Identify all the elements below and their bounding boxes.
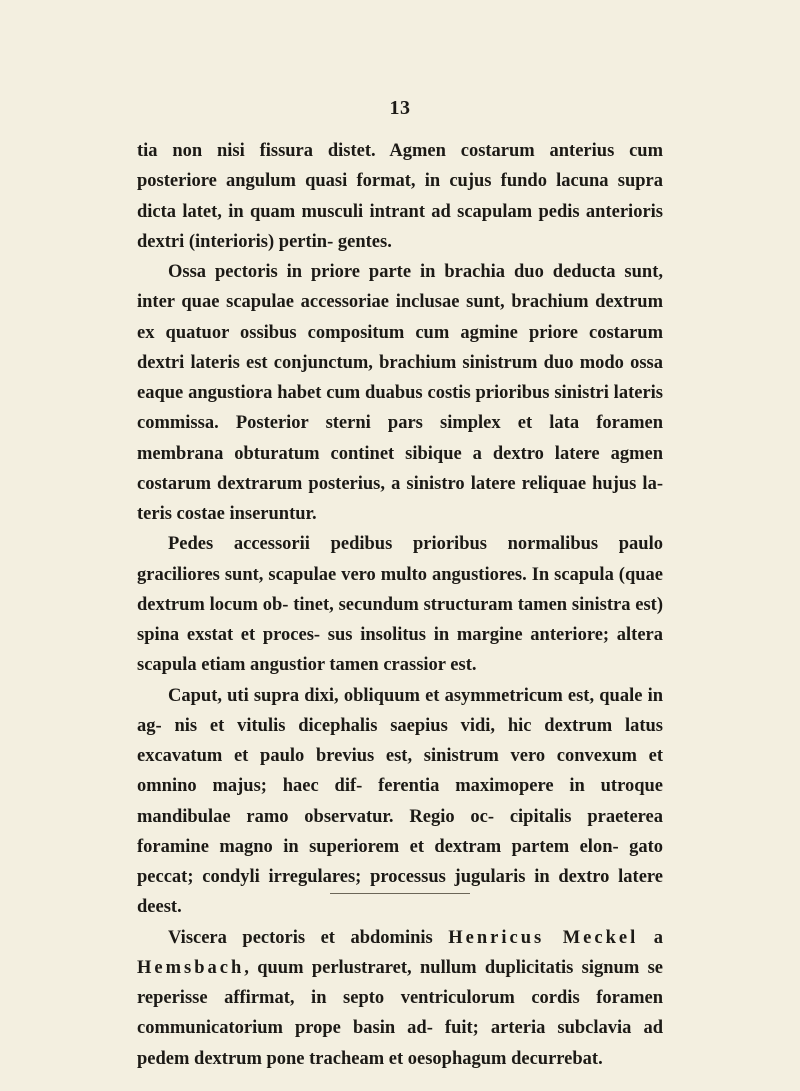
paragraph-text: tia non nisi fissura distet. Agmen costarum anterius cum posteriore angulum quasi format, in cujus fundo lacuna supra dicta latet, in quam musculi intrant ad scapulam pedis anterioris dextri (interioris) pertin- gentes. (137, 141, 663, 252)
end-rule (330, 893, 470, 894)
body-text (137, 136, 663, 1074)
author-name: Henricus Meckel (448, 927, 639, 948)
paragraph-text: , quum perlustraret, nullum duplicitatis signum se reperisse affirmat, in septo ventriculorum cordis foramen communicatorium prope basin ad- fuit; arteria subclavia ad pedem dextrum pone tracheam et oesophagum decurrebat. (137, 957, 663, 1069)
paragraph (137, 529, 663, 680)
paragraph-text: Ossa pectoris in priore parte in brachia duo deducta sunt, inter quae scapulae accessoriae inclusae sunt, brachium dextrum ex quatuor ossibus compositum cum agmine priore costarum dextri lateris est conjunctum, brachium sinistrum duo modo ossa eaque angustiora habet cum duabus costis prioribus sinistri lateris commissa. Posterior sterni pars simplex et lata foramen membrana obturatum continet sibique a dextro latere agmen costarum dextrarum posterius, a sinistro latere reliquae hujus la- teris costae inseruntur. (137, 262, 663, 524)
paragraph-text: a (638, 927, 663, 948)
paragraph (137, 681, 663, 923)
paragraph (137, 257, 663, 529)
paragraph-text: Caput, uti supra dixi, obliquum et asymmetricum est, quale in ag- nis et vitulis dicephalis saepius vidi, hic dextrum latus excavatum et paulo brevius est, sinistrum vero convexum et omnino majus; haec dif- ferentia maximopere in utroque mandibulae ramo observatur. Regio oc- cipitalis praeterea foramine magno in superiorem et dextram partem elon- gato peccat; condyli irregulares; processus jugularis in dextro latere deest. (137, 685, 663, 918)
paragraph-text: Viscera pectoris et abdominis (168, 927, 449, 948)
paragraph (137, 923, 663, 1074)
paragraph (137, 136, 663, 257)
page-number: 13 (389, 97, 411, 119)
paragraph-text: Pedes accessorii pedibus prioribus normalibus paulo graciliores sunt, scapulae vero multo angustiores. In scapula (quae dextrum locum ob- tinet, secundum structuram tamen sinistra est) spina exstat et proces- sus insolitus in margine anteriore; altera scapula etiam angustior tamen crassior est. (137, 534, 663, 676)
place-name: Hemsbach (137, 957, 245, 978)
